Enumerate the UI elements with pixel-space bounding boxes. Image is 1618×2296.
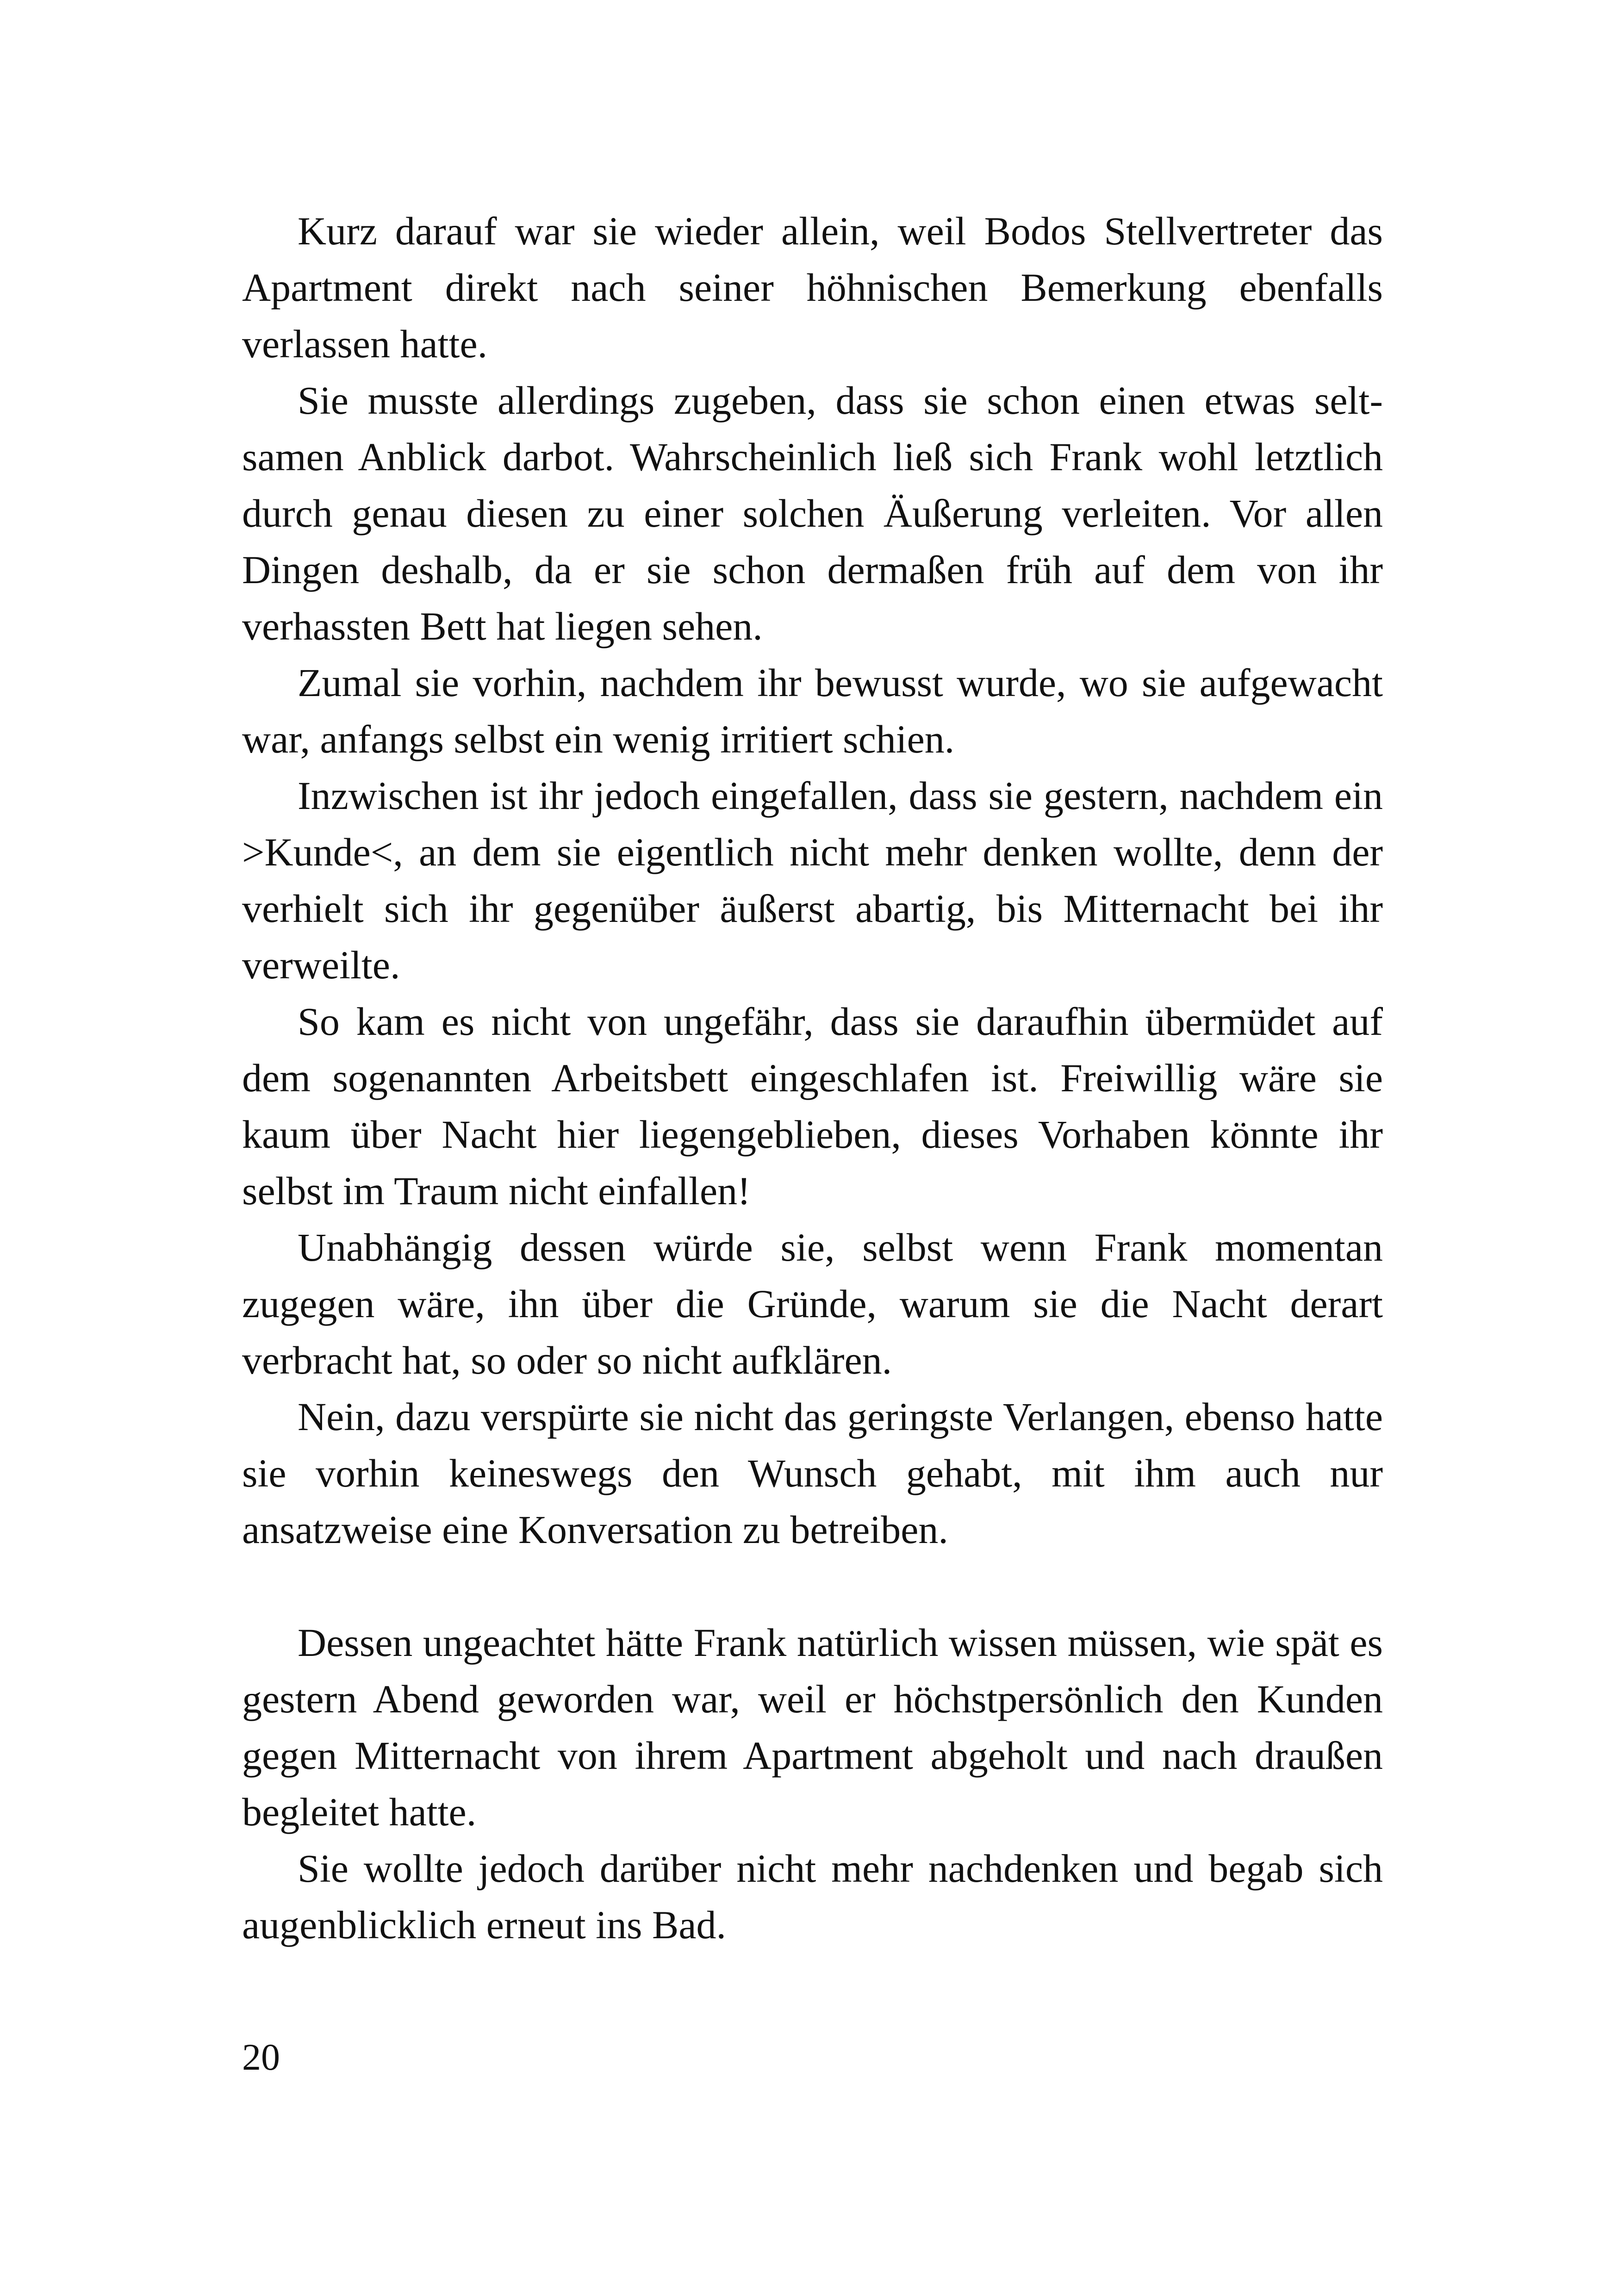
paragraph-2: Sie musste allerdings zugeben, dass sie schon einen etwas seltsamen Anblick darbot. Wahrscheinlich ließ sich Frank wohl letztlich durch genau diesen zu einer solchen Äußerung verleiten. Vor allen Dingen deshalb, da er sie schon dermaßen früh auf dem von ihr verhassten Bett hat liegen sehen. [242, 378, 1383, 648]
page-number: 20 [242, 2036, 280, 2078]
paragraph-1: Kurz darauf war sie wieder allein, weil Bodos Stellvertreter das Apartment direkt nach seiner höhnischen Bemerkung ebenfalls verlassen hatte. [242, 209, 1383, 366]
paragraph-5: So kam es nicht von ungefähr, dass sie daraufhin übermüdet auf dem sogenannten Arbeitsbett eingeschlafen ist. Freiwillig wäre sie kaum über Nacht hier liegengeblieben, dieses Vorhaben könnte ihr selbst im Traum nicht einfallen! [242, 999, 1383, 1213]
section-gap [242, 1558, 1383, 1614]
body-text [242, 203, 1383, 1953]
paragraph-6: Unabhängig dessen würde sie, selbst wenn Frank momentan zugegen wäre, ihn über die Gründe, warum sie die Nacht derart verbracht hat, so oder so nicht aufklären. [242, 1225, 1383, 1382]
paragraph-9: Sie wollte jedoch darüber nicht mehr nachdenken und begab sich augenblicklich erneut ins Bad. [242, 1846, 1383, 1947]
paragraph-4: Inzwischen ist ihr jedoch eingefallen, dass sie gestern, nachdem ein >Kunde<, an dem sie eigentlich nicht mehr denken wollte, denn der verhielt sich ihr gegenüber äußerst abartig, bis Mitternacht bei ihr verweilte. [242, 773, 1383, 987]
paragraph-7: Nein, dazu verspürte sie nicht das geringste Verlangen, ebenso hatte sie vorhin keineswegs den Wunsch gehabt, mit ihm auch nur ansatzweise eine Konversation zu betreiben. [242, 1394, 1383, 1552]
paragraph-3: Zumal sie vorhin, nachdem ihr bewusst wurde, wo sie aufgewacht war, anfangs selbst ein wenig irritiert schien. [242, 660, 1383, 761]
paragraph-8: Dessen ungeachtet hätte Frank natürlich wissen müssen, wie spät es gestern Abend geworden war, weil er höchstpersönlich den Kunden gegen Mitternacht von ihrem Apartment abgeholt und nach draußen begleitet hatte. [242, 1620, 1383, 1834]
